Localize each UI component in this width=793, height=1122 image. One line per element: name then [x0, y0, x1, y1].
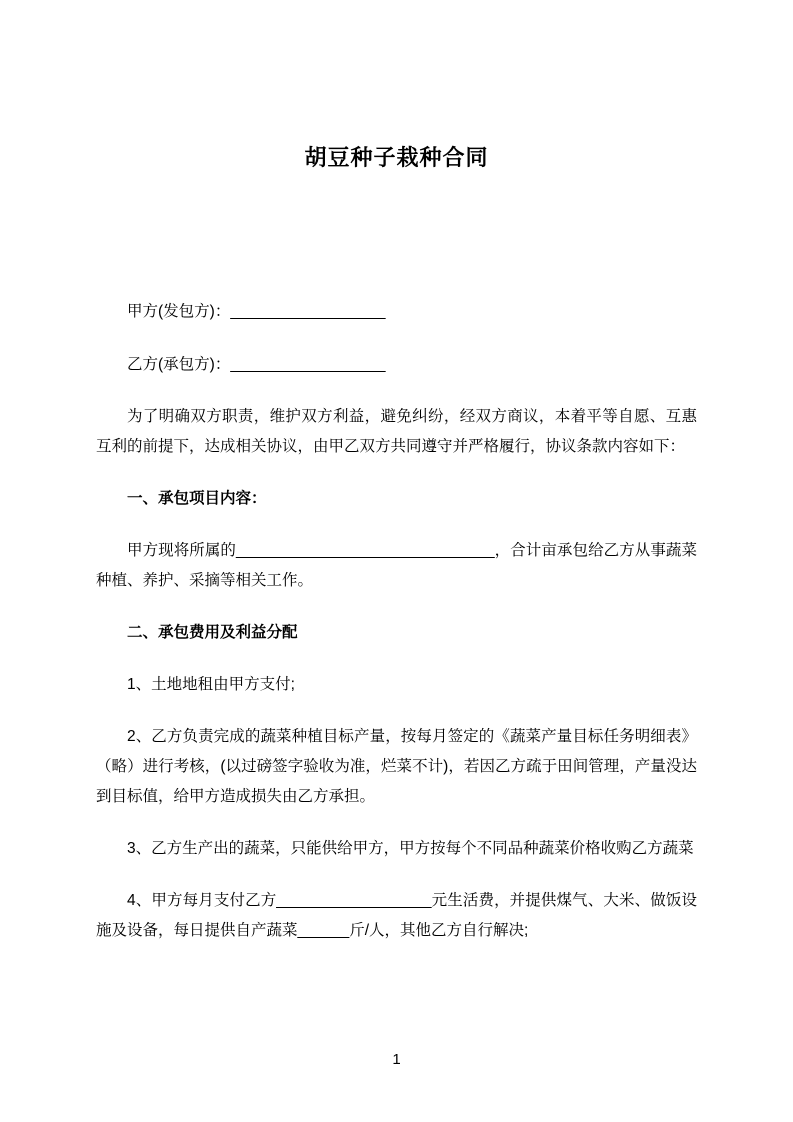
section-2-heading: 二、承包费用及利益分配 — [127, 624, 298, 641]
intro-paragraph: 为了明确双方职责，维护双方利益，避免纠纷，经双方商议，本着平等自愿、互惠互利的前提下，达成相关协议，由甲乙双方共同遵守并严格履行，协议条款内容如下： — [96, 408, 697, 455]
section-2-clause-1: 1、土地地租由甲方支付; — [127, 676, 295, 693]
document-title: 胡豆种子栽种合同 — [304, 145, 489, 170]
section-2-clause-3: 3、乙方生产出的蔬菜，只能供给甲方，甲方按每个不同品种蔬菜价格收购乙方蔬菜 — [127, 840, 694, 857]
page-number: 1 — [392, 1051, 401, 1068]
section-1-heading: 一、承包项目内容： — [127, 490, 267, 507]
section-2-clause-2: 2、乙方负责完成的蔬菜种植目标产量，按每月签定的《蔬菜产量目标任务明细表》（略）进行考核，(以过磅签字验收为准，烂菜不计)，若因乙方疏于田间管理，产量没达到目标值，给甲方造成损失由乙方承担。 — [96, 728, 697, 805]
section-2-clause-4: 4、甲方每月支付乙方__________________元生活费，并提供煤气、大米、做饭设施及设备，每日提供自产蔬菜______斤/人，其他乙方自行解决; — [96, 892, 697, 939]
party-a-line: 甲方(发包方)：__________________ — [127, 303, 386, 320]
section-1-paragraph: 甲方现将所属的______________________________，合计亩承包给乙方从事蔬菜种植、养护、采摘等相关工作。 — [96, 542, 697, 589]
party-b-line: 乙方(承包方)：__________________ — [127, 356, 386, 373]
